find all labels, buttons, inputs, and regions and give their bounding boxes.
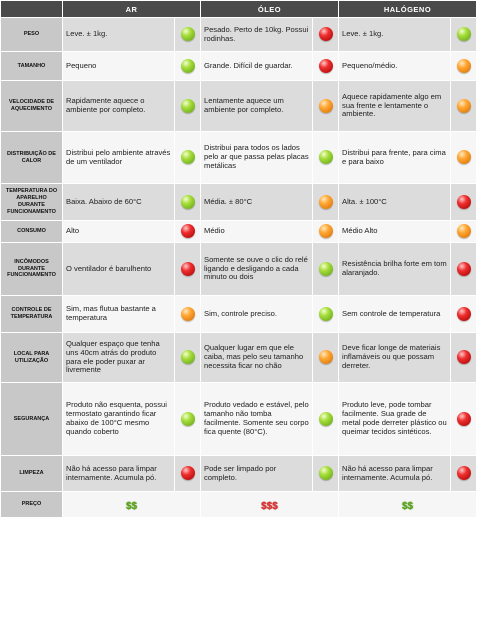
cell-oleo-text: Lentamente aquece um ambiente por completo. xyxy=(201,81,313,132)
status-red-icon xyxy=(181,224,195,238)
row-label: TAMANHO xyxy=(1,52,63,81)
cell-halogeno-status xyxy=(451,243,477,296)
price-tag-oleo: $$$ xyxy=(261,500,278,512)
cell-oleo-status xyxy=(313,221,339,243)
price-halogeno xyxy=(339,492,477,518)
row-label: TEMPERATURA DO APARELHO DURANTE FUNCIONAMENTO xyxy=(1,184,63,221)
cell-ar-text: Alto xyxy=(63,221,175,243)
header-oleo: ÓLEO xyxy=(201,1,339,18)
status-red-icon xyxy=(319,59,333,73)
price-tag-ar: $$ xyxy=(125,500,138,512)
header-halogeno: HALÓGENO xyxy=(339,1,477,18)
row-label: LOCAL PARA UTILIZAÇÃO xyxy=(1,333,63,383)
status-red-icon xyxy=(457,262,471,276)
status-green-icon xyxy=(181,412,195,426)
cell-ar-status xyxy=(175,383,201,456)
status-orange-icon xyxy=(457,150,471,164)
status-orange-icon xyxy=(319,99,333,113)
cell-halogeno-text: Sem controle de temperatura xyxy=(339,296,451,333)
table-row xyxy=(1,81,477,132)
cell-oleo-text: Médio xyxy=(201,221,313,243)
cell-halogeno-text: Aquece rapidamente algo em sua frente e lentamente o ambiente. xyxy=(339,81,451,132)
cell-halogeno-status xyxy=(451,296,477,333)
table-row xyxy=(1,184,477,221)
status-green-icon xyxy=(181,59,195,73)
cell-oleo-status xyxy=(313,132,339,184)
cell-ar-status xyxy=(175,81,201,132)
status-green-icon xyxy=(181,350,195,364)
row-label: CONTROLE DE TEMPERATURA xyxy=(1,296,63,333)
cell-oleo-status xyxy=(313,18,339,52)
cell-ar-status xyxy=(175,221,201,243)
price-oleo xyxy=(201,492,339,518)
table-row xyxy=(1,132,477,184)
table-row xyxy=(1,333,477,383)
cell-oleo-status xyxy=(313,52,339,81)
row-label: VELOCIDADE DE AQUECIMENTO xyxy=(1,81,63,132)
table-row xyxy=(1,52,477,81)
row-label: INCÔMODOS DURANTE FUNCIONAMENTO xyxy=(1,243,63,296)
table-row xyxy=(1,383,477,456)
status-orange-icon xyxy=(457,224,471,238)
cell-halogeno-text: Leve. ± 1kg. xyxy=(339,18,451,52)
status-red-icon xyxy=(457,466,471,480)
cell-oleo-text: Pesado. Perto de 10kg. Possui rodinhas. xyxy=(201,18,313,52)
cell-halogeno-text: Resistência brilha forte em tom alaranjado. xyxy=(339,243,451,296)
cell-oleo-text: Grande. Difícil de guardar. xyxy=(201,52,313,81)
row-label: SEGURANÇA xyxy=(1,383,63,456)
cell-oleo-status xyxy=(313,383,339,456)
cell-ar-status xyxy=(175,132,201,184)
cell-ar-text: Qualquer espaço que tenha uns 40cm atrás do produto para ele poder puxar ar livremente xyxy=(63,333,175,383)
table-row xyxy=(1,221,477,243)
cell-halogeno-status xyxy=(451,52,477,81)
cell-ar-text: Leve. ± 1kg. xyxy=(63,18,175,52)
price-row xyxy=(1,492,477,518)
status-green-icon xyxy=(319,150,333,164)
status-green-icon xyxy=(457,27,471,41)
cell-ar-text: O ventilador é barulhento xyxy=(63,243,175,296)
status-orange-icon xyxy=(319,224,333,238)
cell-ar-status xyxy=(175,333,201,383)
price-tag-halogeno: $$ xyxy=(401,500,414,512)
cell-halogeno-text: Distribui para frente, para cima e para baixo xyxy=(339,132,451,184)
cell-ar-text: Pequeno xyxy=(63,52,175,81)
cell-halogeno-text: Não há acesso para limpar internamente. Acumula pó. xyxy=(339,456,451,492)
status-orange-icon xyxy=(457,99,471,113)
status-red-icon xyxy=(457,350,471,364)
cell-oleo-status xyxy=(313,333,339,383)
cell-halogeno-status xyxy=(451,18,477,52)
cell-halogeno-status xyxy=(451,81,477,132)
status-red-icon xyxy=(319,27,333,41)
table-row xyxy=(1,456,477,492)
status-red-icon xyxy=(181,262,195,276)
cell-oleo-text: Média. ± 80°C xyxy=(201,184,313,221)
cell-halogeno-status xyxy=(451,184,477,221)
status-red-icon xyxy=(181,466,195,480)
cell-ar-text: Rapidamente aquece o ambiente por completo. xyxy=(63,81,175,132)
cell-halogeno-text: Alta. ± 100°C xyxy=(339,184,451,221)
cell-ar-text: Produto não esquenta, possui termostato garantindo ficar abaixo de 100°C mesmo quando coberto xyxy=(63,383,175,456)
cell-ar-status xyxy=(175,243,201,296)
cell-oleo-text: Somente se ouve o clic do relé ligando e desligando a cada minuto ou dois xyxy=(201,243,313,296)
row-label: CONSUMO xyxy=(1,221,63,243)
status-orange-icon xyxy=(181,307,195,321)
cell-ar-status xyxy=(175,184,201,221)
cell-halogeno-status xyxy=(451,456,477,492)
status-green-icon xyxy=(181,195,195,209)
cell-oleo-status xyxy=(313,296,339,333)
cell-halogeno-text: Produto leve, pode tombar facilmente. Sua grade de metal pode derreter plástico ou queimar tecidos sintéticos. xyxy=(339,383,451,456)
cell-oleo-status xyxy=(313,81,339,132)
table-row xyxy=(1,18,477,52)
cell-ar-text: Distribui pelo ambiente através de um ventilador xyxy=(63,132,175,184)
status-red-icon xyxy=(457,307,471,321)
row-label: DISTRIBUIÇÃO DE CALOR xyxy=(1,132,63,184)
cell-oleo-text: Produto vedado e estável, pelo tamanho não tomba facilmente. Somente seu corpo fica quente (80°C). xyxy=(201,383,313,456)
cell-halogeno-status xyxy=(451,333,477,383)
cell-halogeno-text: Deve ficar longe de materiais inflamáveis ou que possam derreter. xyxy=(339,333,451,383)
header-row xyxy=(1,1,477,18)
cell-ar-text: Baixa. Abaixo de 60°C xyxy=(63,184,175,221)
header-ar: AR xyxy=(63,1,201,18)
table-row xyxy=(1,243,477,296)
status-green-icon xyxy=(319,262,333,276)
status-green-icon xyxy=(181,150,195,164)
cell-oleo-text: Pode ser limpado por completo. xyxy=(201,456,313,492)
status-red-icon xyxy=(457,412,471,426)
status-orange-icon xyxy=(319,350,333,364)
header-corner xyxy=(1,1,63,18)
cell-ar-status xyxy=(175,52,201,81)
cell-halogeno-status xyxy=(451,221,477,243)
row-label: LIMPEZA xyxy=(1,456,63,492)
cell-halogeno-text: Pequeno/médio. xyxy=(339,52,451,81)
cell-oleo-status xyxy=(313,243,339,296)
cell-oleo-status xyxy=(313,184,339,221)
cell-ar-status xyxy=(175,456,201,492)
cell-oleo-text: Distribui para todos os lados pelo ar que passa pelas placas metálicas xyxy=(201,132,313,184)
status-green-icon xyxy=(181,99,195,113)
cell-halogeno-status xyxy=(451,383,477,456)
cell-ar-status xyxy=(175,18,201,52)
status-green-icon xyxy=(319,307,333,321)
status-green-icon xyxy=(319,412,333,426)
price-label: PREÇO xyxy=(1,492,63,518)
table-body xyxy=(1,18,477,518)
status-orange-icon xyxy=(319,195,333,209)
cell-oleo-text: Qualquer lugar em que ele caiba, mas pelo seu tamanho necessita ficar no chão xyxy=(201,333,313,383)
status-orange-icon xyxy=(457,59,471,73)
cell-oleo-status xyxy=(313,456,339,492)
cell-oleo-text: Sim, controle preciso. xyxy=(201,296,313,333)
row-label: PESO xyxy=(1,18,63,52)
cell-ar-status xyxy=(175,296,201,333)
status-green-icon xyxy=(319,466,333,480)
cell-halogeno-text: Médio Alto xyxy=(339,221,451,243)
status-red-icon xyxy=(457,195,471,209)
price-ar xyxy=(63,492,201,518)
table-row xyxy=(1,296,477,333)
status-green-icon xyxy=(181,27,195,41)
cell-ar-text: Sim, mas flutua bastante a temperatura xyxy=(63,296,175,333)
cell-halogeno-status xyxy=(451,132,477,184)
cell-ar-text: Não há acesso para limpar internamente. Acumula pó. xyxy=(63,456,175,492)
